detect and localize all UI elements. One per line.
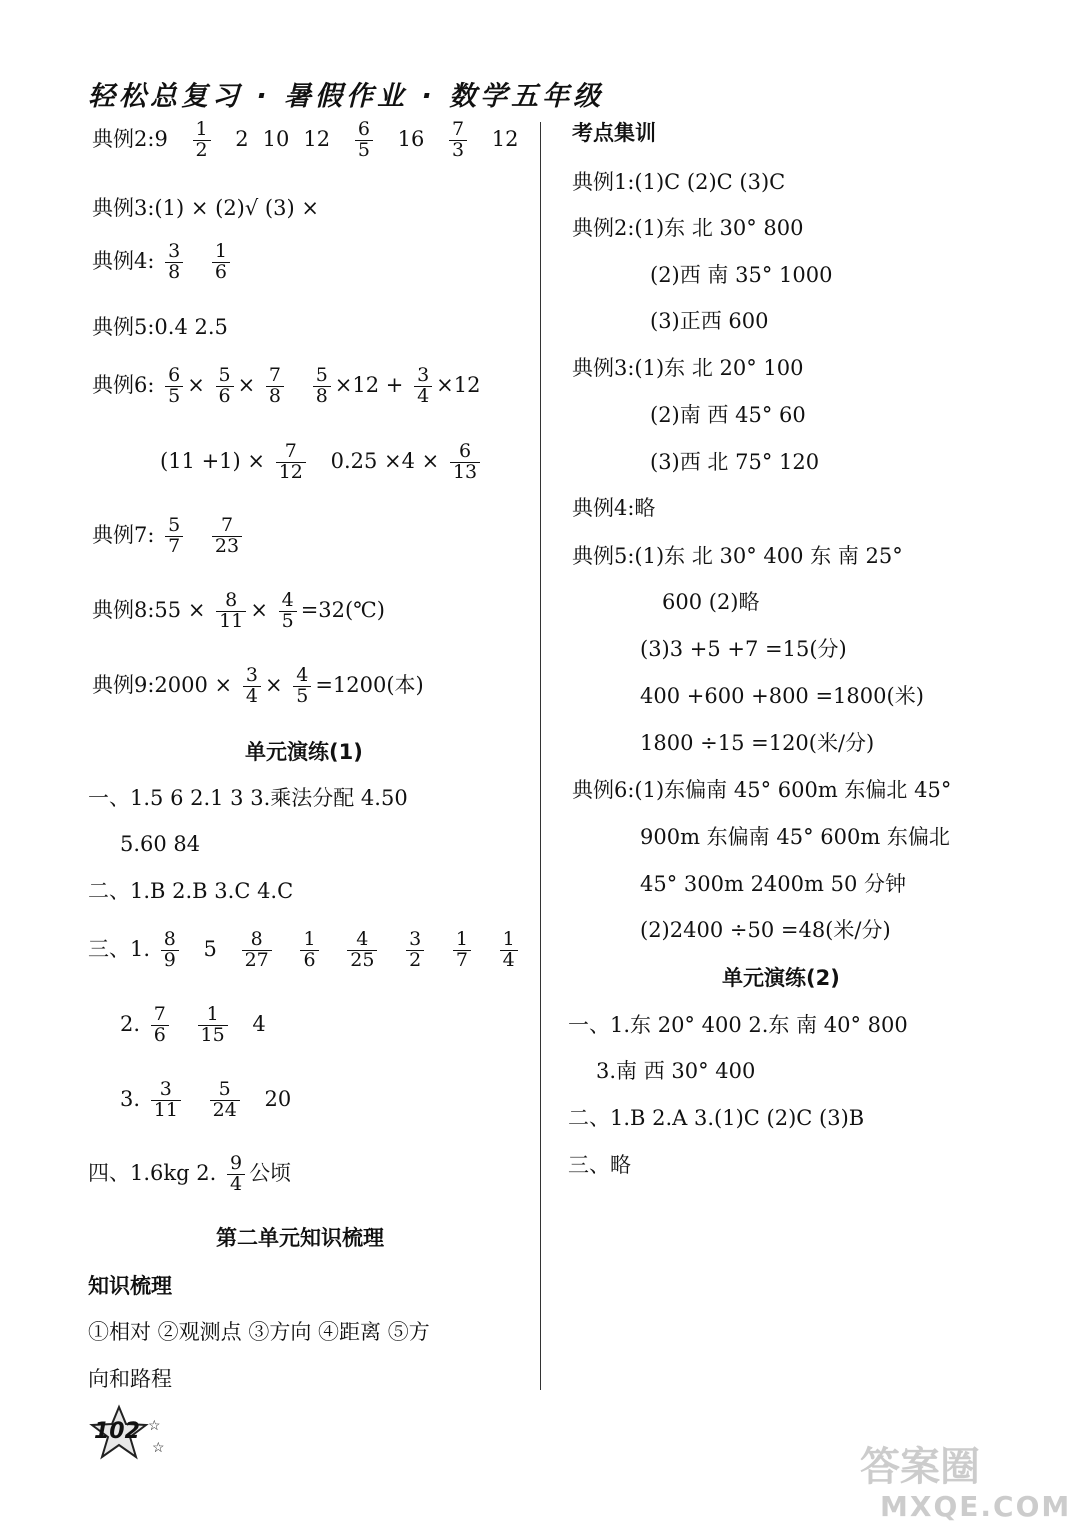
- unit1-part4: 四、1.6kg 2. $\frac{9}{4}$ 公顷: [88, 1152, 292, 1195]
- r-line-2: 典例2:(1)东 北 30° 800: [572, 216, 804, 240]
- example-6-line2: (11 +1) × $\frac{7}{12}$ 0.25 ×4 × $\frac{6}{13}$: [160, 442, 484, 483]
- example-8: 典例8:55 × $\frac{8}{11}$ × $\frac{4}{5}$ =32(℃): [92, 589, 385, 632]
- r-line-15: 900m 东偏南 45° 600m 东偏北: [640, 825, 950, 849]
- example-3: 典例3:(1) × (2)√ (3) ×: [92, 196, 319, 220]
- unit1-part1: 一、1.5 6 2.1 3 3.乘法分配 4.50: [88, 786, 408, 810]
- example-6: 典例6: $\frac{6}{5}$ × $\frac{5}{6}$ × $\frac{7}{8}$ $\frac{5}{8}$ ×12 + $\frac{3}{4}$ ×12: [92, 364, 481, 407]
- example-7: 典例7: $\frac{5}{7}$ $\frac{7}{23}$: [92, 516, 246, 557]
- r-line-20: 二、1.B 2.A 3.(1)C (2)C (3)B: [568, 1106, 865, 1130]
- r-line-5: 典例3:(1)东 北 20° 100: [572, 356, 804, 380]
- r-line-8: 典例4:略: [572, 496, 656, 520]
- r-line-21: 三、略: [568, 1153, 631, 1177]
- r-line-19: 3.南 西 30° 400: [596, 1059, 756, 1083]
- r-line-17: (2)2400 ÷50 =48(米/分): [640, 918, 891, 942]
- r-line-14: 典例6:(1)东偏南 45° 600m 东偏北 45°: [572, 778, 952, 802]
- column-divider: [540, 122, 541, 1390]
- watermark-url: MXQE.COM: [880, 1490, 1071, 1523]
- r-line-6: (2)南 西 45° 60: [650, 403, 806, 427]
- unit1-part2: 二、1.B 2.B 3.C 4.C: [88, 879, 294, 903]
- example-4: 典例4: $\frac{3}{8}$ $\frac{1}{6}$: [92, 242, 234, 283]
- running-header: 轻松总复习 · 暑假作业 · 数学五年级: [88, 81, 605, 112]
- r-line-13: 1800 ÷15 =120(米/分): [640, 731, 875, 755]
- page-number: 102: [94, 1419, 140, 1444]
- example-5: 典例5:0.4 2.5: [92, 315, 228, 339]
- knowledge-line-2: 向和路程: [88, 1367, 172, 1391]
- r-line-16: 45° 300m 2400m 50 分钟: [640, 872, 906, 896]
- unit1-part1-cont: 5.60 84: [120, 832, 201, 856]
- page-number-badge: [88, 1405, 150, 1459]
- example-9: 典例9:2000 × $\frac{3}{4}$ × $\frac{4}{5}$ =1200(本): [92, 664, 424, 707]
- unit2-knowledge-title: 第二单元知识梳理: [216, 1226, 384, 1250]
- r-line-9: 典例5:(1)东 北 30° 400 东 南 25°: [572, 544, 903, 568]
- unit1-part3-1: 三、1. $\frac{8}{9}$ 5 $\frac{8}{27}$ $\frac{1}{6}$ $\frac{4}{25}$ $\frac{3}{2}$ $\frac{1}{7}$ $\frac{1}{4}$: [88, 930, 522, 971]
- unit1-part3-2: 2. $\frac{7}{6}$ $\frac{1}{15}$ 4: [120, 1003, 266, 1046]
- r-line-11: (3)3 +5 +7 =15(分): [640, 637, 847, 661]
- unit-practice-1-title: 单元演练(1): [245, 740, 363, 764]
- r-line-12: 400 +600 +800 =1800(米): [640, 684, 924, 708]
- r-line-1: 典例1:(1)C (2)C (3)C: [572, 170, 786, 194]
- unit-practice-2-title: 单元演练(2): [722, 966, 840, 990]
- unit1-part3-3: 3. $\frac{3}{11}$ $\frac{5}{24}$ 20: [120, 1078, 292, 1121]
- knowledge-line-1: ①相对 ②观测点 ③方向 ④距离 ⑤方: [88, 1320, 430, 1344]
- knowledge-heading: 知识梳理: [88, 1274, 172, 1298]
- r-line-7: (3)西 北 75° 120: [650, 450, 820, 474]
- r-line-18: 一、1.东 20° 400 2.东 南 40° 800: [568, 1013, 908, 1037]
- section-title: 考点集训: [572, 121, 656, 145]
- small-star-icon: ☆: [148, 1418, 161, 1434]
- example-2: 典例2:9 $\frac{1}{2}$ 2 10 12 $\frac{6}{5}$ 16 $\frac{7}{3}$ 12: [92, 118, 519, 161]
- r-line-4: (3)正西 600: [650, 309, 769, 333]
- small-star-icon-2: ☆: [152, 1440, 165, 1456]
- r-line-10: 600 (2)略: [662, 590, 760, 614]
- watermark-logo: 答案圈: [860, 1444, 980, 1490]
- r-line-3: (2)西 南 35° 1000: [650, 263, 833, 287]
